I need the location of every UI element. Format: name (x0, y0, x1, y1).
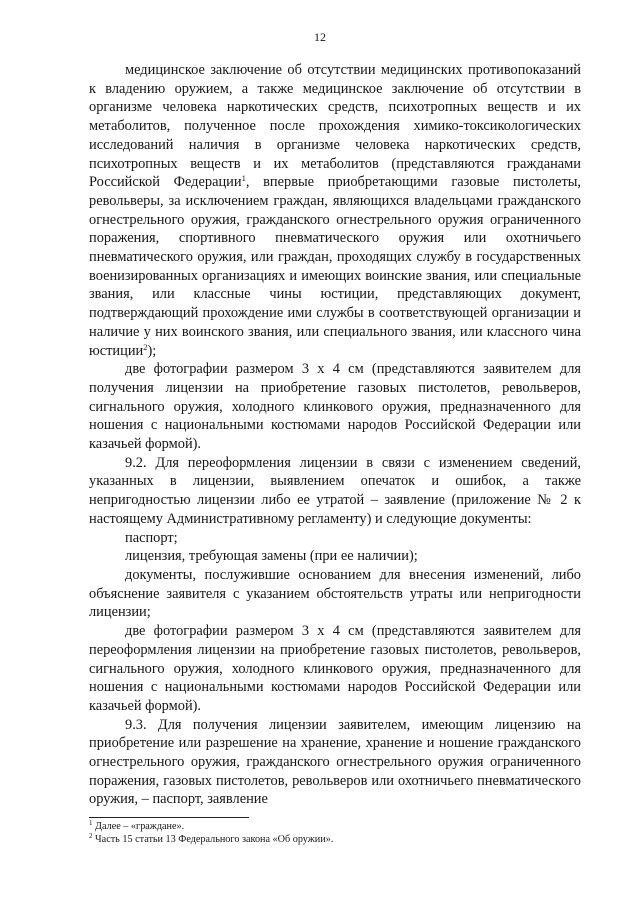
footnote-mark: 1 (89, 819, 93, 827)
footnote-1 (89, 821, 581, 834)
paragraph-text: медицинское заключение об отсутствии медицинских противопоказаний к владению оружием, а также медицинское заключение об отсутствии в организме человека наркотических средств, психотропных веществ и их метаболитов, полученное после прохождения химико-токсикологических исследований наличия в организме человека наркотических средств, психотропных веществ и их метаболитов (представляются гражданами Российской Федерации (89, 62, 581, 191)
paragraph-passport: паспорт; (125, 529, 178, 546)
footnotes (89, 821, 581, 846)
paragraph-license-replacement: лицензия, требующая замены (при ее наличии); (125, 548, 418, 565)
paragraph-medical-certificate (89, 61, 581, 360)
footnote-text: Часть 15 статьи 13 Федерального закона «Об оружии». (92, 833, 334, 845)
document-body (89, 61, 581, 809)
paragraph-documents-basis: документы, послужившие основанием для внесения изменений, либо объяснение заявителя с указанием обстоятельств утраты или непригодности лицензии; (89, 566, 581, 621)
paragraph-photos-reissue: две фотографии размером 3 х 4 см (представляются заявителем для переоформления лицензии на приобретение газовых пистолетов, револьверов, сигнального оружия, холодного клинкового оружия, предназначенного для ношения с национальными костюмами народов Российской Федерации или казачьей формой). (89, 623, 581, 714)
footnote-text: Далее – «граждане». (92, 821, 185, 832)
footnote-ref-2: 2 (143, 341, 148, 352)
paragraph-text: ); (147, 342, 157, 359)
footnote-2 (89, 831, 581, 847)
footnote-ref-1: 1 (241, 173, 246, 184)
footnote-mark: 2 (89, 831, 93, 840)
paragraph-text: , впервые приобретающими газовые пистолеты, револьверы, за исключением граждан, являющихся владельцами гражданского огнестрельного оружия, гражданского огнестрельного оружия ограниченного поражения, спортивного пневматического оружия или охотничьего пневматического оружия, или граждан, проходящих службу в государственных военизированных организациях и имеющих воинские звания, или специальные звания, или классные чины юстиции, представляющих документ, подтверждающий прохождение ими службы в соответствующей организации и наличие у них воинского звания, или специального звания, или классного чина юстиции (89, 174, 582, 359)
page-number: 12 (314, 30, 326, 44)
footnote-separator (89, 817, 249, 818)
paragraph-photos-gas: две фотографии размером 3 х 4 см (представляются заявителем для получения лицензии на приобретение газовых пистолетов, револьверов, сигнального оружия, холодного клинкового оружия, предназначенного для ношения с национальными костюмами народов Российской Федерации или казачьей формой). (89, 361, 581, 453)
paragraph-9-2: 9.2. Для переоформления лицензии в связи с изменением сведений, указанных в лицензии, выявлением опечаток и ошибок, а также непригодностью лицензии либо ее утратой – заявление (приложение № 2 к настоящему Административному регламенту) и следующие документы: (89, 454, 581, 527)
paragraph-9-3: 9.3. Для получения лицензии заявителем, имеющим лицензию на приобретение или разрешение на хранение, хранение и ношение гражданского огнестрельного оружия, гражданского огнестрельного оружия ограниченного поражения, газовых пистолетов, револьверов или охотничьего пневматического оружия, – паспорт, заявление (89, 716, 581, 808)
